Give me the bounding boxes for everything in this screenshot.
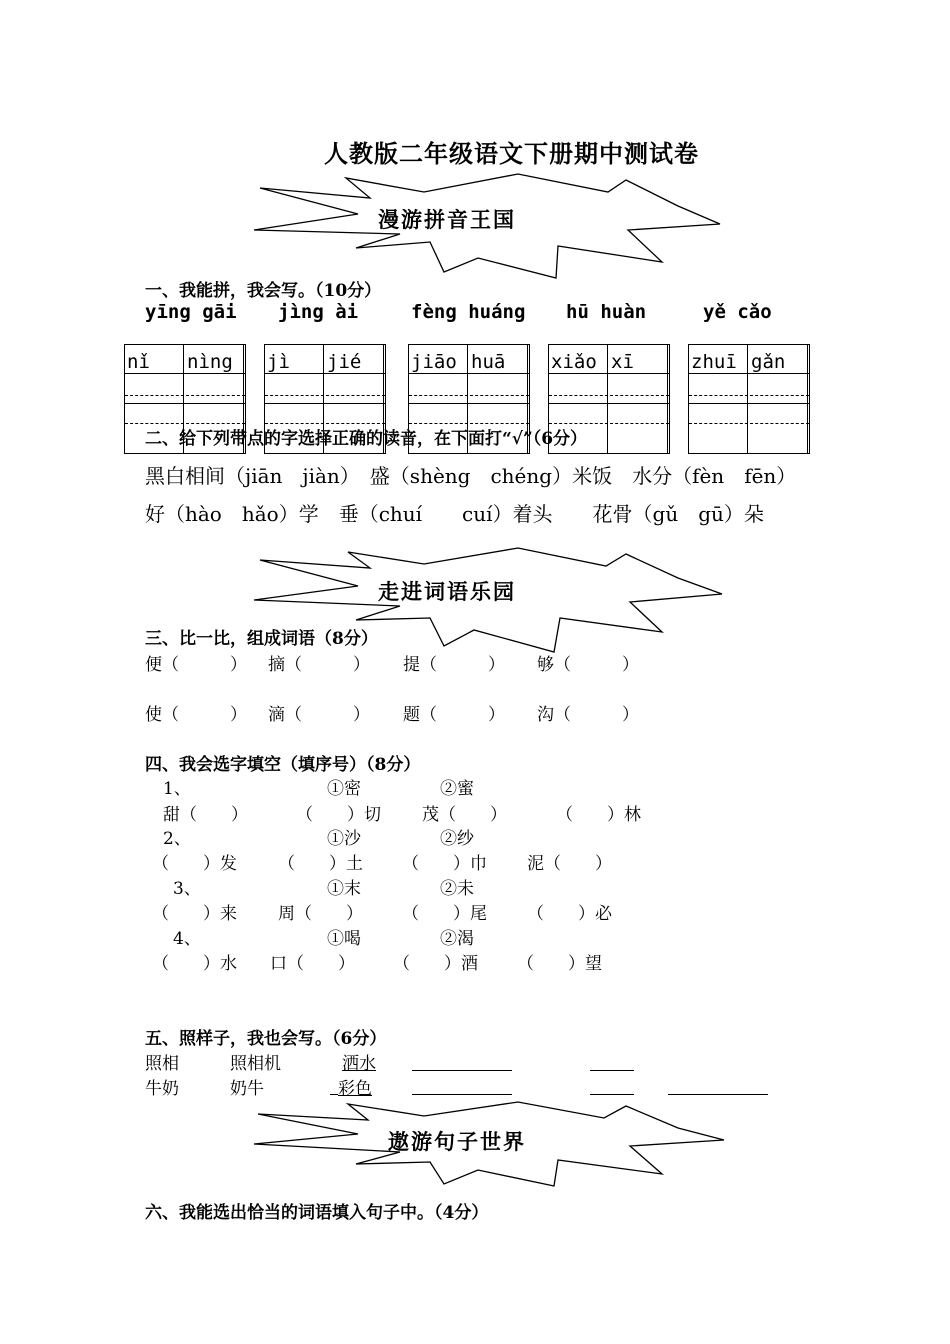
q4-item: （ ）土 [278, 854, 363, 874]
q4-option: ②未 [440, 879, 474, 899]
pinyin-5: yě cǎo [703, 301, 772, 323]
grid-pinyin: nìng [187, 351, 233, 373]
grid-pinyin: zhuī [691, 351, 737, 373]
q2-line-1: 黑白相间（jiān jiàn） 盛（shèng chéng）米饭 水分（fèn fēn） [145, 464, 797, 488]
q2-heading: 二、给下列带点的字选择正确的读音，在下面打“√”（6分） [145, 429, 588, 449]
writing-grid-5[interactable] [688, 344, 810, 454]
grid-pinyin: xī [611, 351, 634, 373]
q5-example: 牛奶 [145, 1079, 179, 1099]
q4-item: （ ）巾 [402, 854, 487, 874]
q3-item: 使（ ） [145, 705, 247, 725]
q4-group-num: 3、 [173, 879, 201, 899]
answer-blank[interactable] [412, 1094, 512, 1095]
q4-item: （ ）水 [152, 954, 237, 974]
pinyin-3: fèng huáng [411, 301, 526, 323]
q3-heading: 三、比一比，组成词语（8分） [145, 629, 378, 649]
q4-item: 周（ ） [278, 904, 363, 924]
q4-item: （ ）望 [517, 954, 602, 974]
q5-given-word: 彩色 [338, 1079, 372, 1099]
pinyin-4: hū huàn [566, 301, 647, 323]
q3-item: 够（ ） [537, 655, 639, 675]
q5-example: 照相机 [230, 1054, 281, 1074]
grid-pinyin: huā [471, 351, 506, 373]
q4-item: （ ）必 [527, 904, 612, 924]
q4-option: ①沙 [327, 829, 361, 849]
q5-given-word: 洒水 [342, 1054, 376, 1074]
q3-item: 摘（ ） [268, 655, 370, 675]
q4-option: ①喝 [327, 929, 361, 949]
q4-option: ②纱 [440, 829, 474, 849]
q6-heading: 六、我能选出恰当的词语填入句子中。（4分） [145, 1203, 489, 1223]
q2-line-2: 好（hào hǎo）学 垂（chuí cuí）着头 花骨（gǔ gū）朵 [145, 502, 764, 526]
q3-item: 提（ ） [403, 655, 505, 675]
q5-heading: 五、照样子，我也会写。（6分） [145, 1029, 387, 1049]
q4-item: 口（ ） [270, 954, 355, 974]
q4-option: ①密 [327, 779, 361, 799]
q1-heading: 一、我能拼，我会写。（10分） [145, 281, 382, 301]
answer-blank[interactable] [590, 1070, 634, 1071]
page-title: 人教版二年级语文下册期中测试卷 [324, 139, 699, 168]
q4-group-num: 1、 [163, 779, 191, 799]
q3-item: 滴（ ） [268, 705, 370, 725]
q4-item: （ ）林 [556, 805, 641, 825]
q4-item: （ ）来 [152, 904, 237, 924]
q4-item: （ ）切 [296, 805, 381, 825]
q4-item: （ ）尾 [402, 904, 487, 924]
q4-option: ②渴 [440, 929, 474, 949]
q4-item: （ ）发 [152, 854, 237, 874]
grid-pinyin: jiāo [411, 351, 457, 373]
q4-heading: 四、我会选字填空（填序号）（8分） [145, 755, 421, 775]
q4-item: 茂（ ） [422, 805, 507, 825]
banner-title-1: 漫游拼音王国 [378, 207, 516, 232]
q4-option: ②蜜 [440, 779, 474, 799]
banner-title-3: 遨游句子世界 [388, 1129, 526, 1154]
q4-option: ①末 [327, 879, 361, 899]
q4-group-num: 4、 [173, 929, 201, 949]
banner-title-2: 走进词语乐园 [378, 579, 516, 604]
answer-blank[interactable] [668, 1094, 768, 1095]
grid-pinyin: gǎn [751, 351, 786, 373]
grid-pinyin: jié [327, 351, 362, 373]
q3-item: 沟（ ） [537, 705, 639, 725]
answer-blank[interactable] [590, 1094, 634, 1095]
q4-item: 甜（ ） [163, 805, 248, 825]
grid-pinyin: xiǎo [551, 351, 597, 373]
q3-item: 便（ ） [145, 655, 247, 675]
q4-group-num: 2、 [163, 829, 191, 849]
q5-example: 照相 [145, 1054, 179, 1074]
q4-item: 泥（ ） [527, 854, 612, 874]
q3-item: 题（ ） [403, 705, 505, 725]
q4-item: （ ）酒 [393, 954, 478, 974]
grid-pinyin: nǐ [127, 351, 150, 373]
answer-blank[interactable] [412, 1070, 512, 1071]
q5-example: 奶牛 [230, 1079, 264, 1099]
pinyin-2: jìng ài [278, 301, 359, 323]
grid-pinyin: jì [267, 351, 290, 373]
pinyin-1: yīng gāi [145, 301, 237, 323]
